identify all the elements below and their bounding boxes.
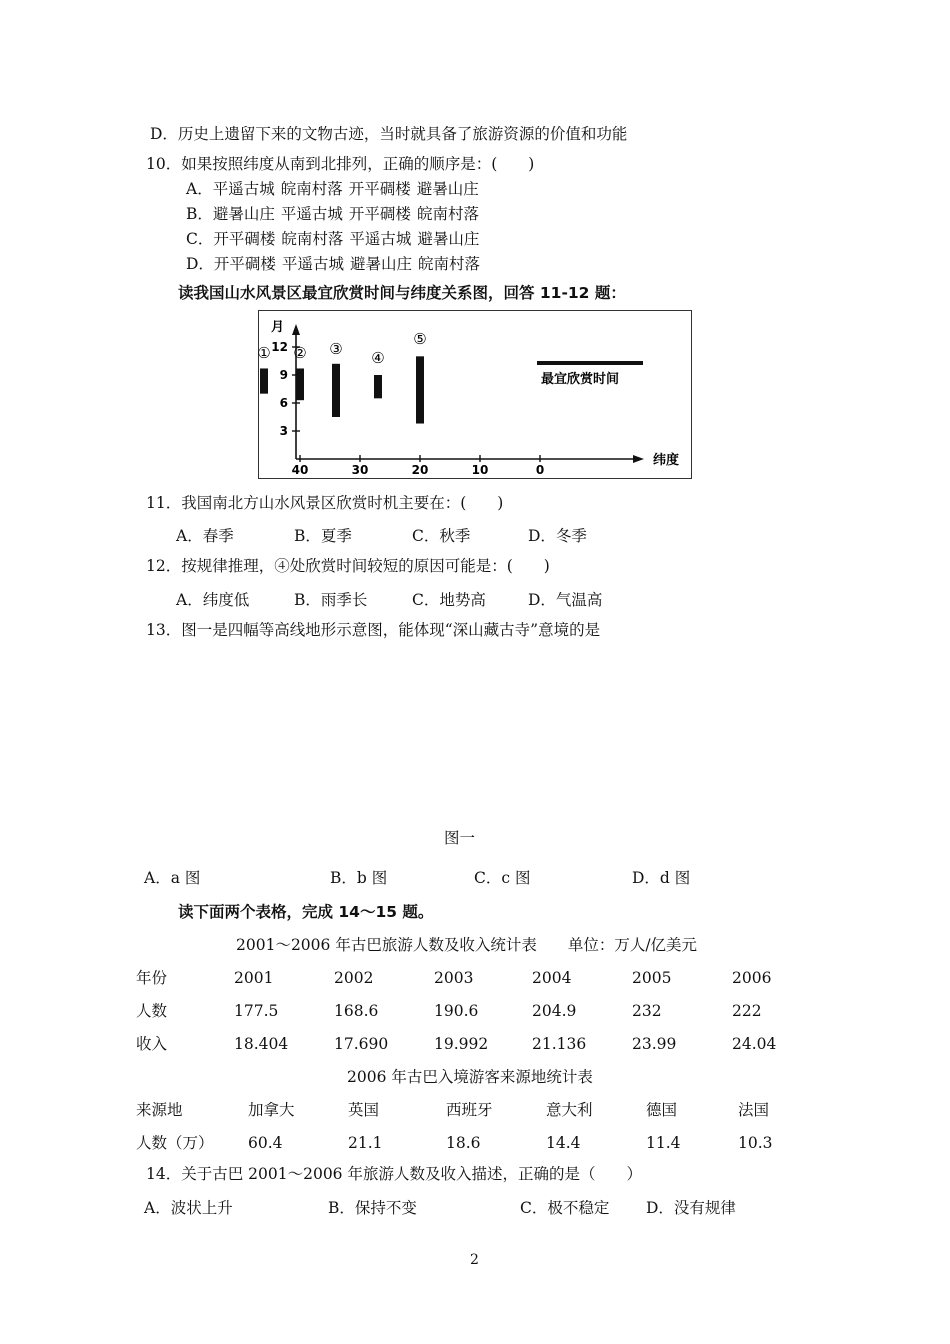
legend-swatch <box>537 361 643 365</box>
table1-cell: 204.9 <box>532 1002 577 1020</box>
viewing-time-bar <box>374 375 382 398</box>
table2-cell: 60.4 <box>248 1134 283 1152</box>
table1-cell: 2001 <box>234 969 274 987</box>
q14-option-c: C．极不稳定 <box>520 1199 610 1217</box>
table1-cell: 2003 <box>434 969 474 987</box>
table1-title: 2001～2006 年古巴旅游人数及收入统计表 单位：万人/亿美元 <box>236 936 698 954</box>
table1-cell: 177.5 <box>234 1002 279 1020</box>
q14-option-b: B．保持不变 <box>328 1199 417 1217</box>
q14-option-a: A．波状上升 <box>144 1199 233 1217</box>
viewing-time-bar <box>296 368 304 400</box>
table1-cell: 2002 <box>334 969 374 987</box>
x-tick-label: 40 <box>291 463 309 477</box>
table2-cell: 西班牙 <box>446 1101 493 1119</box>
table1-cell: 18.404 <box>234 1035 289 1053</box>
figure-intro: 读我国山水风景区最宜欣赏时间与纬度关系图，回答 11-12 题： <box>178 284 626 302</box>
table1-cell: 2005 <box>632 969 672 987</box>
y-axis-label: 月 <box>271 320 285 335</box>
legend-label: 最宜欣赏时间 <box>541 372 620 387</box>
table2-cell: 11.4 <box>646 1134 681 1152</box>
q12-options <box>0 588 950 608</box>
table1-cell: 年份 <box>136 969 168 987</box>
q12-option-b: B．雨季长 <box>294 591 368 609</box>
q12-option-c: C．地势高 <box>412 591 486 609</box>
table1-cell: 168.6 <box>334 1002 379 1020</box>
y-tick-label: 3 <box>279 424 288 438</box>
q11-options <box>0 524 950 544</box>
x-tick-label: 10 <box>471 463 489 477</box>
tables-intro: 读下面两个表格，完成 14～15 题。 <box>178 903 434 921</box>
q14-stem: 14．关于古巴 2001～2006 年旅游人数及收入描述，正确的是（ ） <box>146 1165 642 1183</box>
q13-option-b: B．b 图 <box>330 869 388 887</box>
table2-cell: 18.6 <box>446 1134 481 1152</box>
table2-cell: 加拿大 <box>248 1101 295 1119</box>
table1-cell: 人数 <box>136 1002 168 1020</box>
table2-cell: 人数（万） <box>136 1134 214 1152</box>
q11-stem: 11．我国南北方山水风景区欣赏时机主要在：( ) <box>146 494 504 512</box>
x-axis-label: 纬度 <box>653 453 680 468</box>
table2-cell: 德国 <box>646 1101 678 1119</box>
q10-option-b: B．避暑山庄 平遥古城 开平碉楼 皖南村落 <box>186 205 479 223</box>
table2-cell: 英国 <box>348 1101 380 1119</box>
y-tick-label: 6 <box>279 396 288 410</box>
q14-option-d: D．没有规律 <box>646 1199 736 1217</box>
table1-cell: 232 <box>632 1002 662 1020</box>
q11-option-b: B．夏季 <box>294 527 352 545</box>
q11-option-a: A．春季 <box>176 527 234 545</box>
x-tick-label: 20 <box>411 463 429 477</box>
site-label: ② <box>293 344 307 362</box>
q9-option-d: D．历史上遗留下来的文物古迹，当时就具备了旅游资源的价值和功能 <box>150 125 628 143</box>
table1-cell: 收入 <box>136 1035 168 1053</box>
q13-option-c: C．c 图 <box>474 869 531 887</box>
q13-options <box>0 866 950 886</box>
x-tick-label: 0 <box>535 463 545 477</box>
q12-stem: 12．按规律推理，④处欣赏时间较短的原因可能是：( ) <box>146 557 550 575</box>
viewing-time-bar <box>260 368 268 393</box>
q10-option-c: C．开平碉楼 皖南村落 平遥古城 避暑山庄 <box>186 230 480 248</box>
table1-cell: 17.690 <box>334 1035 389 1053</box>
q13-option-d: D．d 图 <box>632 869 691 887</box>
table2-cell: 法国 <box>738 1101 770 1119</box>
table2-cell: 10.3 <box>738 1134 773 1152</box>
y-tick-label: 9 <box>279 368 288 382</box>
table1-cell: 19.992 <box>434 1035 489 1053</box>
viewing-time-bar <box>416 356 424 423</box>
q10-stem: 10．如果按照纬度从南到北排列，正确的顺序是：( ) <box>146 155 535 173</box>
table2-cell: 14.4 <box>546 1134 581 1152</box>
q10-option-a: A．平遥古城 皖南村落 开平碉楼 避暑山庄 <box>186 180 479 198</box>
y-tick-label: 12 <box>271 340 288 354</box>
q11-option-d: D．冬季 <box>528 527 587 545</box>
table2-cell: 21.1 <box>348 1134 383 1152</box>
site-label: ③ <box>329 340 343 358</box>
table1-cell: 24.04 <box>732 1035 777 1053</box>
table1-cell: 2006 <box>732 969 772 987</box>
figure-one-caption: 图一 <box>444 829 476 847</box>
q10-option-d: D．开平碉楼 平遥古城 避暑山庄 皖南村落 <box>186 255 480 273</box>
y-axis-arrow <box>292 324 300 335</box>
page-number: 2 <box>470 1252 479 1268</box>
q13-option-a: A．a 图 <box>144 869 201 887</box>
table1-cell: 2004 <box>532 969 572 987</box>
table2-title: 2006 年古巴入境游客来源地统计表 <box>347 1068 593 1086</box>
table1-cell: 190.6 <box>434 1002 479 1020</box>
table1-cell: 23.99 <box>632 1035 677 1053</box>
q11-option-c: C．秋季 <box>412 527 471 545</box>
table1-cell: 21.136 <box>532 1035 587 1053</box>
site-label: ④ <box>371 349 385 367</box>
chart-svg <box>259 311 691 478</box>
site-label: ① <box>257 344 271 362</box>
q13-stem: 13．图一是四幅等高线地形示意图，能体现“深山藏古寺”意境的是 <box>146 621 601 639</box>
table2-cell: 意大利 <box>546 1101 593 1119</box>
q12-option-a: A．纬度低 <box>176 591 250 609</box>
latitude-viewing-time-chart <box>258 310 692 479</box>
table1-cell: 222 <box>732 1002 762 1020</box>
site-label: ⑤ <box>413 330 427 348</box>
x-axis-arrow <box>633 455 644 463</box>
table2-cell: 来源地 <box>136 1101 183 1119</box>
x-tick-label: 30 <box>351 463 369 477</box>
viewing-time-bar <box>332 364 340 417</box>
q12-option-d: D．气温高 <box>528 591 603 609</box>
q14-options <box>0 1196 950 1216</box>
